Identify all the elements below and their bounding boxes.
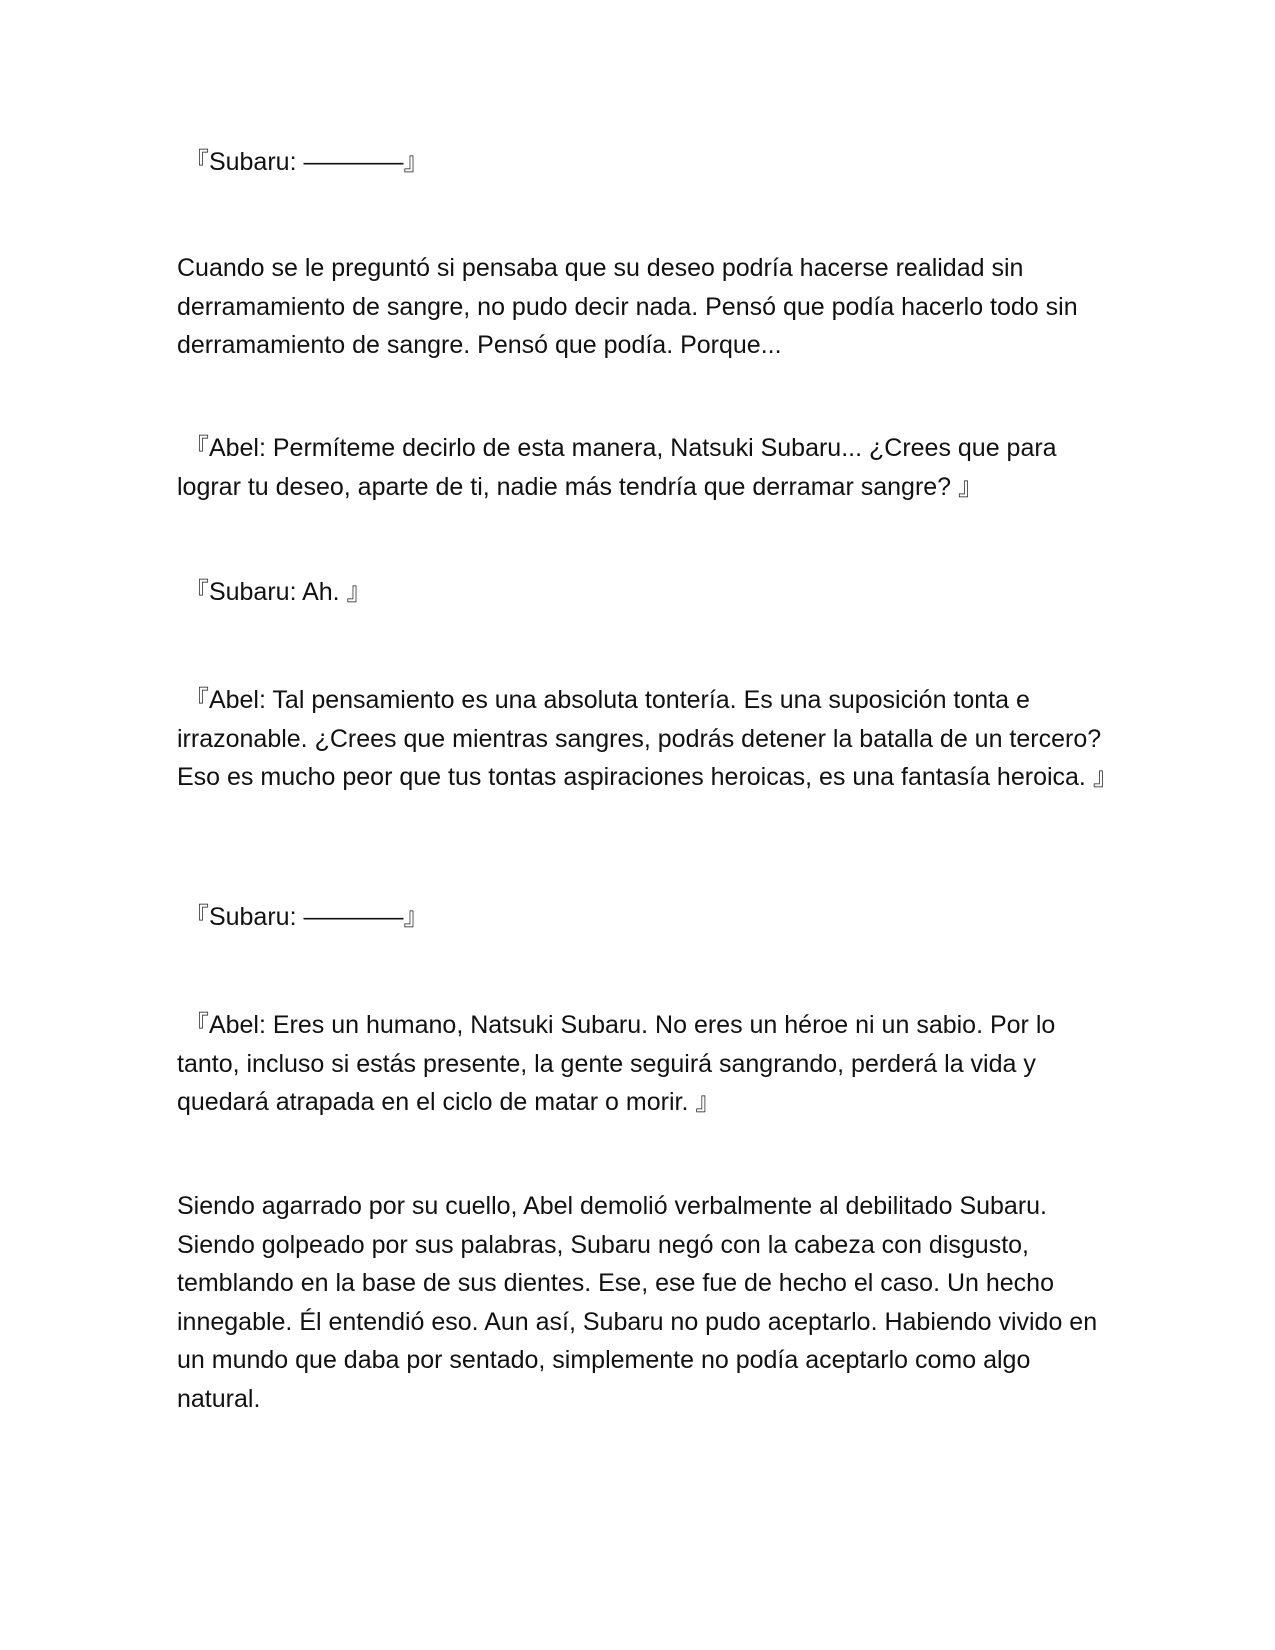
dialogue-subaru-silence-1: 『Subaru: ————』 <box>177 148 429 176</box>
narration-paragraph-2: Siendo agarrado por su cuello, Abel demolió verbalmente al debilitado Subaru. Siendo golpeado por sus palabras, Subaru negó con la cabeza con disgusto, temblando en la base de sus dientes. Ese, ese fue de hecho el caso. Un hecho innegable. Él entendió eso. Aun así, Subaru no pudo aceptarlo. Habiendo vivido en un mundo que daba por sentado, simplemente no podía aceptarlo como algo natural. <box>177 1192 1105 1413</box>
dialogue-abel-2: 『Abel: Tal pensamiento es una absoluta tontería. Es una suposición tonta e irrazonable. ¿Crees que mientras sangres, podrás detener la batalla de un tercero? Eso es mucho peor que tus tontas aspiraciones heroicas, es una fantasía heroica. 』 <box>177 686 1118 791</box>
dialogue-subaru-ah: 『Subaru: Ah. 』 <box>177 578 372 606</box>
dialogue-abel-1: 『Abel: Permíteme decirlo de esta manera, Natsuki Subaru... ¿Crees que para lograr tu deseo, aparte de ti, nadie más tendría que derramar sangre? 』 <box>177 434 1064 501</box>
dialogue-abel-3: 『Abel: Eres un humano, Natsuki Subaru. No eres un héroe ni un sabio. Por lo tanto, incluso si estás presente, la gente seguirá sangrando, perderá la vida y quedará atrapada en el ciclo de matar o morir. 』 <box>177 1011 1063 1116</box>
narration-paragraph-1: Cuando se le preguntó si pensaba que su deseo podría hacerse realidad sin derramamiento de sangre, no pudo decir nada. Pensó que podía hacerlo todo sin derramamiento de sangre. Pensó que podía. Porque... <box>177 254 1085 359</box>
dialogue-subaru-silence-2: 『Subaru: ————』 <box>177 903 429 931</box>
